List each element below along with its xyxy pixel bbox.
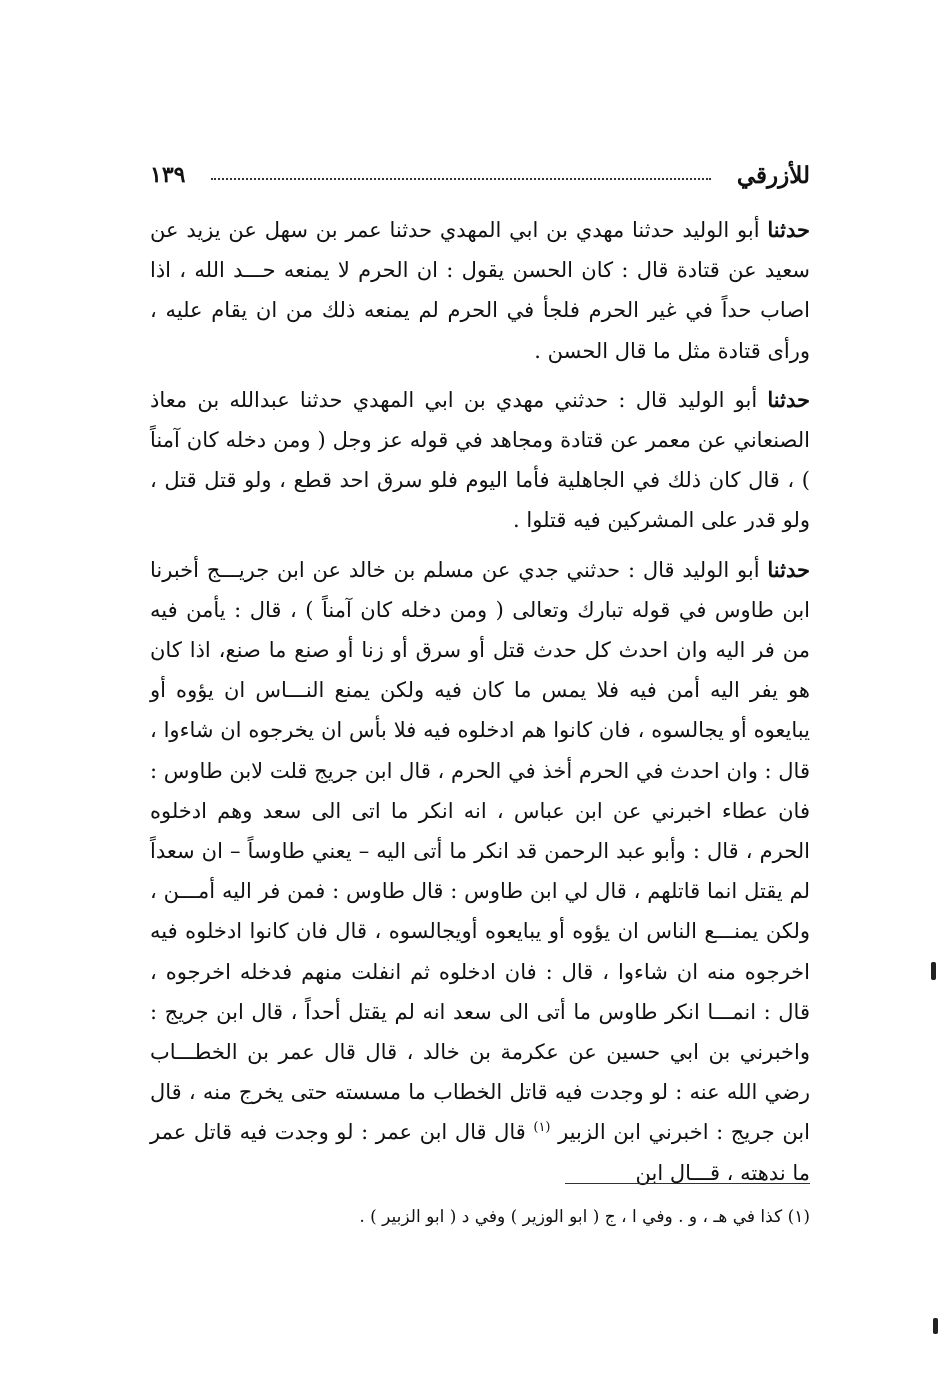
dot-leader (211, 178, 710, 180)
footnote-separator (565, 1183, 810, 1184)
footnote-reference: (١) (533, 1120, 551, 1136)
paragraph-lead: حدثنا (767, 556, 810, 582)
page-header (150, 158, 810, 192)
paragraph-text: أبو الوليد حدثنا مهدي بن ابي المهدي حدثنا عمر بن سهل عن يزيد عن سعيد عن قتادة قال : كان الحسن يقول : ان الحرم لا يمنعه حـــد الله ، اذا اصاب حداً في غير الحرم فلجأ في الحرم لم يمنعه ذلك من ان يقام عليه ، ورأى قتادة مثل ما قال الحسن . (150, 218, 810, 363)
body-text (150, 210, 810, 1202)
paragraph-text: أبو الوليد قال : حدثني جدي عن مسلم بن خالد عن ابن جريـــج أخبرنا ابن طاوس في قوله تبارك وتعالى ( ومن دخله كان آمناً ) ، قال : يأمن فيه من فر اليه وان احدث كل حدث قتل أو سرق أو زنا أو صنع ما صنع، اذا كان هو يفر اليه أمن فيه فلا يمس ما كان فيه ولكن يمنع النـــاس ان يؤوه أو يبايعوه أو يجالسوه ، فان كانوا هم ادخلوه فيه فلا بأس ان يخرجوه ان شاءوا ، قال : وان احدث في الحرم أخذ في الحرم ، قال ابن جريج قلت لابن طاوس : فان عطاء اخبرني عن ابن عباس ، انه انكر ما اتى الى سعد وهم ادخلوه الحرم ، قال : وأبو عبد الرحمن قد انكر ما أتى اليه – يعني طاوساً – ان سعداً لم يقتل انما قاتلهم ، قال لي ابن طاوس : قال طاوس : فمن فر اليه أمـــن ، ولكن يمنـــع الناس ان يؤوه أو يبايعوه أويجالسوه ، قال فان كانوا ادخلوه فيه اخرجوه منه ان شاءوا ، قال : فان ادخلوه ثم انفلت منهم فدخله اخرجوه ، قال : انمـــا انكر طاوس ما أتى الى سعد انه لم يقتل أحداً ، قال ابن جريج : واخبرني بن ابي حسين عن عكرمة بن خالد ، قال قال عمر بن الخطـــاب رضي الله عنه : لو وجدت فيه قاتل الخطاب ما مسسته حتى يخرج منه ، قال ابن جريج : اخبرني ابن الزبير (150, 557, 810, 1145)
scan-edge-mark (933, 1318, 938, 1334)
paragraph-lead: حدثنا (767, 386, 810, 412)
paragraph-text: أبو الوليد قال : حدثني مهدي بن ابي المهدي حدثنا عبدالله بن معاذ الصنعاني عن معمر عن قتادة ومجاهد في قوله عز وجل ( ومن دخله كان آمناً ) ، قال كان ذلك في الجاهلية فأما اليوم فلو سرق احد قطع ، ولو قتل قتل ، ولو قدر على المشركين فيه قتلوا . (150, 387, 810, 533)
scan-edge-mark (931, 962, 936, 980)
footnote: (١) كذا في هـ ، و . وفي ا ، ج ( ابو الوزير ) وفي د ( ابو الزبير ) . (359, 1207, 810, 1227)
paragraph-lead: حدثنا (767, 217, 810, 242)
paragraph-3 (150, 550, 810, 1193)
page-number: ١٣٩ (150, 162, 186, 188)
paragraph-2 (150, 380, 810, 541)
paragraph-1 (150, 210, 810, 371)
paragraph-text-continued: قال قال ابن عمر : لو وجدت فيه قاتل عمر ما ندهته ، قـــال ابن (150, 1120, 810, 1185)
running-title: للأزرقي (736, 161, 810, 189)
